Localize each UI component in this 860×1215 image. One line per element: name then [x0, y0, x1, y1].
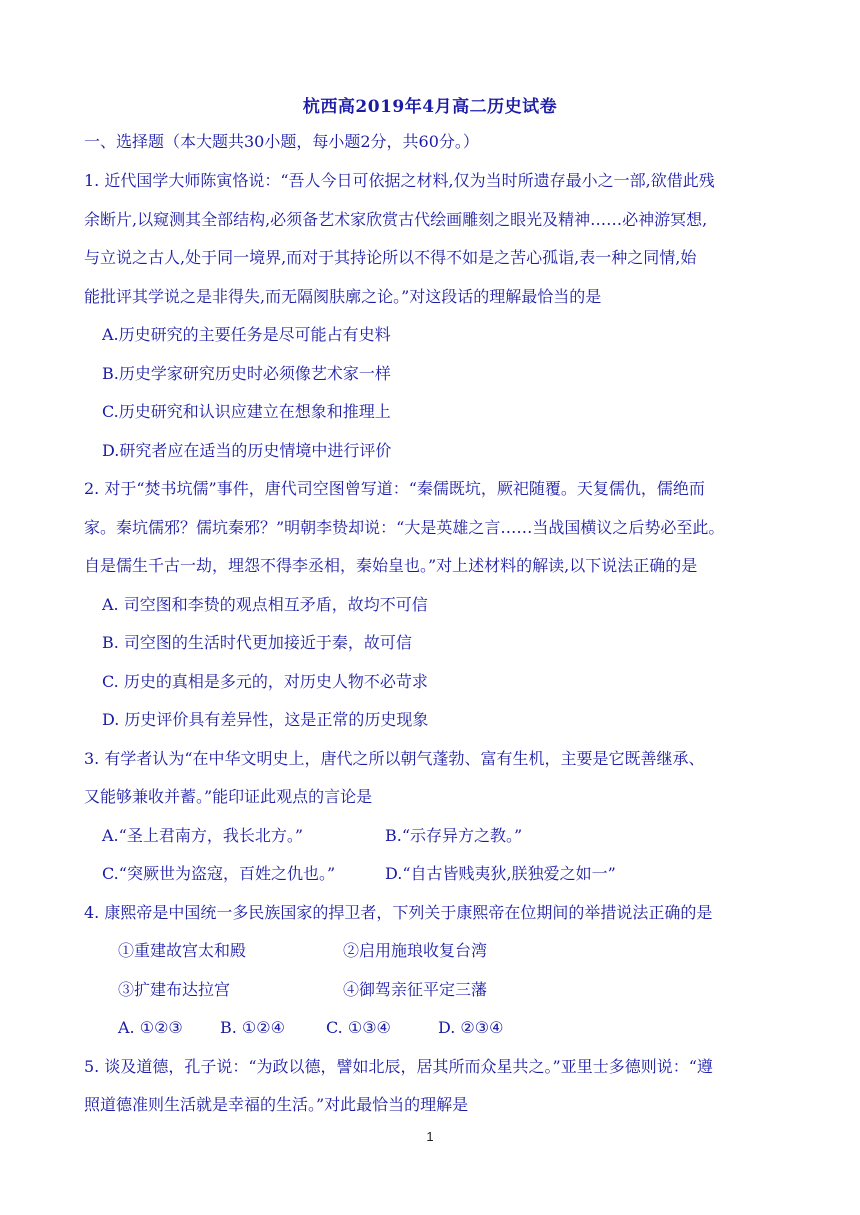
- q3-option-c: C.“突厥世为盗寇，百姓之仇也。”: [102, 864, 336, 883]
- q4-text-line: 4. 康熙帝是中国统一多民族国家的捍卫者，下列关于康熙帝在位期间的举措说法正确的是: [84, 903, 713, 922]
- q4-item-2: ②启用施琅收复台湾: [343, 941, 488, 960]
- q2-text-line: 自是儒生千古一劫，埋怨不得李丞相，秦始皇也。”对上述材料的解读,以下说法正确的是: [84, 556, 698, 575]
- q1-text-line: 1. 近代国学大师陈寅恪说：“吾人今日可依据之材料,仅为当时所遗存最小之一部,欲借此残: [84, 171, 715, 190]
- q2-text-line: 家。秦坑儒邪？儒坑秦邪？”明朝李贽却说：“大是英雄之言……当战国横议之后势必至此。: [84, 518, 725, 537]
- q1-text-line: 与立说之古人,处于同一境界,而对于其持论所以不得不如是之苦心孤诣,表一种之同情,始: [84, 248, 697, 267]
- q2-text-line: 2. 对于“焚书坑儒”事件，唐代司空图曾写道：“秦儒既坑，厥祀随覆。天复儒仇，儒绝而: [84, 479, 705, 498]
- q1-option-c: C.历史研究和认识应建立在想象和推理上: [102, 402, 391, 421]
- q2-option-d: D. 历史评价具有差异性，这是正常的历史现象: [102, 710, 429, 729]
- q1-option-a: A.历史研究的主要任务是尽可能占有史料: [102, 325, 391, 344]
- q2-option-b: B. 司空图的生活时代更加接近于秦，故可信: [102, 633, 412, 652]
- q4-item-1: ①重建故宫太和殿: [118, 941, 247, 960]
- q3-option-d: D.“自古皆贱夷狄,朕独爱之如一”: [385, 864, 616, 883]
- exam-title: 杭西高2019年4月高二历史试卷: [302, 97, 558, 117]
- q1-option-b: B.历史学家研究历史时必须像艺术家一样: [102, 364, 391, 383]
- q1-text-line: 能批评其学说之是非得失,而无隔阂肤廓之论。”对这段话的理解最恰当的是: [84, 287, 602, 306]
- q5-text-line: 照道德准则生活就是幸福的生活。”对此最恰当的理解是: [84, 1095, 469, 1114]
- q4-option-b: B. ①②④: [220, 1018, 285, 1037]
- q2-option-a: A. 司空图和李贽的观点相互矛盾，故均不可信: [102, 595, 428, 614]
- page-number: 1: [426, 1129, 434, 1144]
- q4-item-3: ③扩建布达拉宫: [118, 980, 231, 999]
- q4-item-4: ④御驾亲征平定三藩: [343, 980, 488, 999]
- q3-text-line: 3. 有学者认为“在中华文明史上，唐代之所以朝气蓬勃、富有生机，主要是它既善继承、: [84, 749, 705, 768]
- q3-option-b: B.“示存异方之教。”: [385, 826, 523, 845]
- q5-text-line: 5. 谈及道德，孔子说：“为政以德，譬如北辰，居其所而众星共之。”亚里士多德则说：“遵: [84, 1057, 713, 1076]
- q1-text-line: 余断片,以窥测其全部结构,必须备艺术家欣赏古代绘画雕刻之眼光及精神……必神游冥想,: [84, 210, 708, 229]
- q4-option-c: C. ①③④: [326, 1018, 391, 1037]
- q3-text-line: 又能够兼收并蓄。”能印证此观点的言论是: [84, 787, 373, 806]
- q2-option-c: C. 历史的真相是多元的，对历史人物不必苛求: [102, 672, 428, 691]
- q1-option-d: D.研究者应在适当的历史情境中进行评价: [102, 441, 392, 460]
- q4-option-a: A. ①②③: [118, 1018, 183, 1037]
- section-heading: 一、选择题（本大题共30小题，每小题2分，共60分。）: [84, 132, 479, 151]
- q4-option-d: D. ②③④: [438, 1018, 504, 1037]
- q3-option-a: A.“圣上君南方，我长北方。”: [102, 826, 304, 845]
